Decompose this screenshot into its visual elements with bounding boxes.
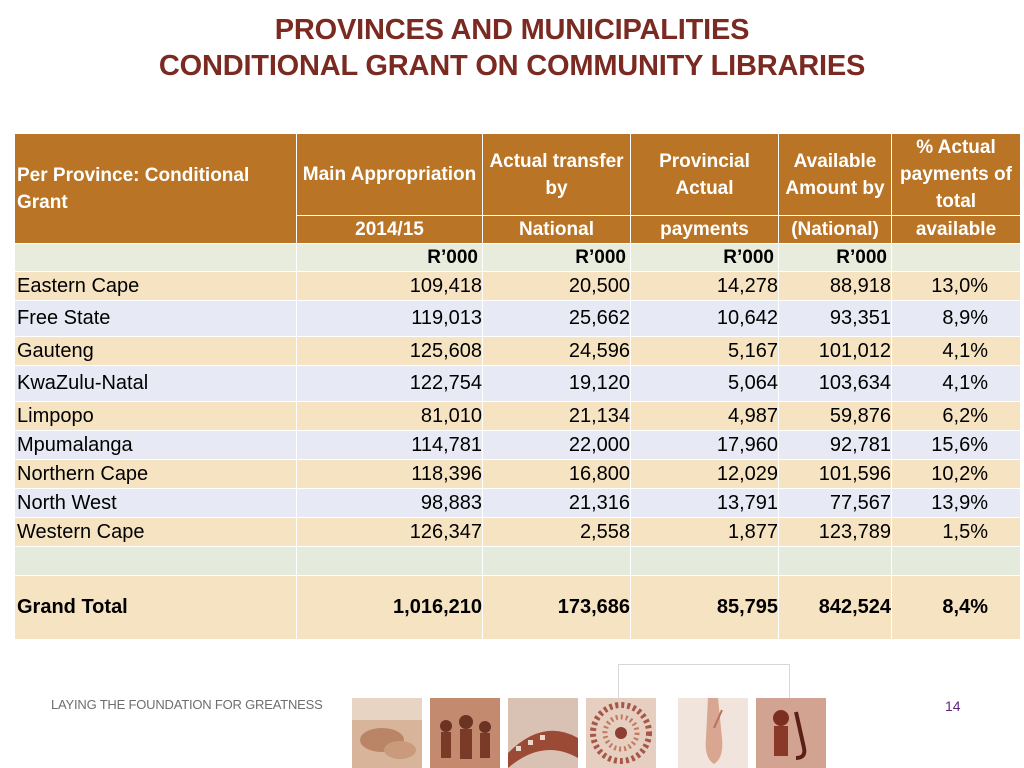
table-row (15, 402, 1021, 431)
header-national-paren: (National) (779, 216, 892, 244)
ballet-shoe-photo-icon (678, 698, 748, 768)
available-amount: 59,876 (779, 402, 892, 431)
main-appropriation: 109,418 (297, 272, 483, 301)
provincial-actual: 14,278 (631, 272, 779, 301)
actual-transfer: 19,120 (483, 366, 631, 402)
grand-total-actual: 85,795 (631, 576, 779, 640)
grand-total-row (15, 576, 1021, 640)
table-row (15, 460, 1021, 489)
header-provincial-actual: Provincial Actual (631, 134, 779, 216)
provincial-actual: 5,167 (631, 337, 779, 366)
province-name: Limpopo (15, 402, 297, 431)
provincial-actual: 5,064 (631, 366, 779, 402)
header-pct-actual: % Actual payments of total (892, 134, 1021, 216)
available-amount: 92,781 (779, 431, 892, 460)
units-row (15, 244, 1021, 272)
main-appropriation: 119,013 (297, 301, 483, 337)
pct-actual: 15,6% (892, 431, 1021, 460)
province-name: Western Cape (15, 518, 297, 547)
unit-cell: R’000 (631, 244, 779, 272)
table-row (15, 301, 1021, 337)
saxophone-photo-icon (756, 698, 826, 768)
pct-actual: 1,5% (892, 518, 1021, 547)
header-province: Per Province: Conditional Grant (15, 134, 297, 244)
photo-strip (352, 698, 832, 768)
actual-transfer: 20,500 (483, 272, 631, 301)
main-appropriation: 114,781 (297, 431, 483, 460)
actual-transfer: 21,316 (483, 489, 631, 518)
grand-total-pct: 8,4% (892, 576, 1021, 640)
provincial-actual: 17,960 (631, 431, 779, 460)
main-appropriation: 122,754 (297, 366, 483, 402)
available-amount: 88,918 (779, 272, 892, 301)
table-row (15, 489, 1021, 518)
header-national: National (483, 216, 631, 244)
actual-transfer: 25,662 (483, 301, 631, 337)
header-available-amount: Available Amount by (779, 134, 892, 216)
main-appropriation: 118,396 (297, 460, 483, 489)
table-row (15, 518, 1021, 547)
province-name: Free State (15, 301, 297, 337)
table-row (15, 272, 1021, 301)
available-amount: 123,789 (779, 518, 892, 547)
actual-transfer: 22,000 (483, 431, 631, 460)
header-actual-transfer: Actual transfer by (483, 134, 631, 216)
pct-actual: 10,2% (892, 460, 1021, 489)
pct-actual: 6,2% (892, 402, 1021, 431)
available-amount: 101,596 (779, 460, 892, 489)
provincial-actual: 12,029 (631, 460, 779, 489)
footer-tagline: LAYING THE FOUNDATION FOR GREATNESS (51, 697, 323, 712)
province-name: Mpumalanga (15, 431, 297, 460)
header-available: available (892, 216, 1021, 244)
main-appropriation: 126,347 (297, 518, 483, 547)
pct-actual: 4,1% (892, 366, 1021, 402)
header-main-appropriation: Main Appropriation (297, 134, 483, 216)
title-line-1: PROVINCES AND MUNICIPALITIES (274, 14, 750, 46)
province-name: Gauteng (15, 337, 297, 366)
available-amount: 93,351 (779, 301, 892, 337)
province-name: KwaZulu-Natal (15, 366, 297, 402)
header-payments: payments (631, 216, 779, 244)
actual-transfer: 2,558 (483, 518, 631, 547)
hands-photo-icon (352, 698, 422, 768)
beadwork-photo-icon (586, 698, 656, 768)
available-amount: 103,634 (779, 366, 892, 402)
provincial-actual: 13,791 (631, 489, 779, 518)
province-name: Northern Cape (15, 460, 297, 489)
main-appropriation: 98,883 (297, 489, 483, 518)
table-row (15, 431, 1021, 460)
pct-actual: 8,9% (892, 301, 1021, 337)
pct-actual: 4,1% (892, 337, 1021, 366)
table-row (15, 337, 1021, 366)
table-row (15, 366, 1021, 402)
provincial-actual: 10,642 (631, 301, 779, 337)
provincial-actual: 4,987 (631, 402, 779, 431)
grand-total-main: 1,016,210 (297, 576, 483, 640)
children-circle-photo-icon (430, 698, 500, 768)
grand-total-available: 842,524 (779, 576, 892, 640)
province-name: Eastern Cape (15, 272, 297, 301)
main-appropriation: 125,608 (297, 337, 483, 366)
grand-total-label: Grand Total (15, 576, 297, 640)
page-number: 14 (945, 698, 961, 714)
pct-actual: 13,0% (892, 272, 1021, 301)
actual-transfer: 24,596 (483, 337, 631, 366)
header-year: 2014/15 (297, 216, 483, 244)
blank-row (15, 547, 1021, 576)
province-name: North West (15, 489, 297, 518)
available-amount: 101,012 (779, 337, 892, 366)
available-amount: 77,567 (779, 489, 892, 518)
film-reel-photo-icon (508, 698, 578, 768)
unit-cell: R’000 (297, 244, 483, 272)
actual-transfer: 16,800 (483, 460, 631, 489)
actual-transfer: 21,134 (483, 402, 631, 431)
title-line-2: CONDITIONAL GRANT ON COMMUNITY LIBRARIES (158, 50, 866, 82)
unit-cell: R’000 (779, 244, 892, 272)
main-appropriation: 81,010 (297, 402, 483, 431)
slide-title (0, 12, 1024, 84)
unit-cell: R’000 (483, 244, 631, 272)
grand-total-transfer: 173,686 (483, 576, 631, 640)
provincial-actual: 1,877 (631, 518, 779, 547)
grant-table (14, 133, 1021, 640)
pct-actual: 13,9% (892, 489, 1021, 518)
